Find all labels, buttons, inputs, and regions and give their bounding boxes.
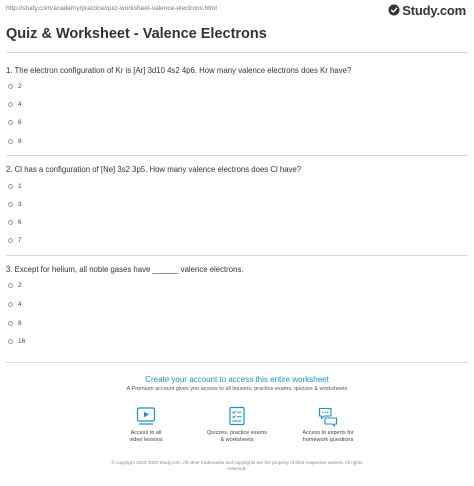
page-url[interactable]: http://study.com/academy/practice/quiz-worksheet-valence-electrons.html: [6, 5, 217, 12]
question-1-option-d[interactable]: [8, 138, 22, 145]
video-lesson-icon: [135, 405, 157, 427]
chat-expert-icon: [317, 405, 339, 427]
option-label: 7: [18, 237, 22, 244]
cta-divider: [6, 362, 468, 363]
feature-label-line2: homework questions: [302, 437, 354, 443]
question-2-text: 2. Cl has a configuration of [Ne] 3s2 3p5. How many valence electrons does Cl have?: [6, 165, 302, 174]
feature-label-line1: Access to all: [130, 430, 162, 436]
question-divider: [6, 255, 468, 256]
feature-experts: [283, 405, 373, 444]
option-label: 8: [18, 320, 22, 327]
question-1-text: 1. The electron configuration of Kr is [Ar] 3d10 4s2 4p6. How many valence electrons does Kr have?: [6, 66, 352, 75]
premium-description: A Premium account gives you access to all lessons, practice exams, quizzes & worksheets: [126, 386, 348, 392]
question-divider: [6, 155, 468, 156]
radio-button-icon[interactable]: [8, 139, 13, 144]
feature-quizzes: [192, 405, 282, 444]
study-logo[interactable]: [388, 3, 466, 17]
option-label: 16: [18, 338, 26, 345]
feature-label-line2: video lessons: [129, 437, 163, 443]
study-logo-icon: [388, 4, 400, 16]
question-3-option-c[interactable]: [8, 320, 22, 327]
option-label: 4: [18, 101, 22, 108]
radio-button-icon[interactable]: [8, 339, 13, 344]
option-label: 4: [18, 301, 22, 308]
option-label: 1: [18, 183, 22, 190]
radio-button-icon[interactable]: [8, 302, 13, 307]
question-1-option-c[interactable]: [8, 119, 22, 126]
copyright-line2: reserved.: [227, 466, 247, 471]
radio-button-icon[interactable]: [8, 102, 13, 107]
question-2-option-a[interactable]: [8, 183, 22, 190]
page-title: Quiz & Worksheet - Valence Electrons: [6, 26, 267, 42]
question-3-text: 3. Except for helium, all noble gases have ______ valence electrons.: [6, 265, 244, 274]
radio-button-icon[interactable]: [8, 202, 13, 207]
top-bar: [0, 0, 474, 22]
study-logo-text: Study.com: [402, 2, 466, 18]
question-3-option-d[interactable]: [8, 338, 25, 345]
quiz-icon: [226, 405, 248, 427]
question-1-option-b[interactable]: [8, 101, 22, 108]
option-label: 6: [18, 119, 22, 126]
radio-button-icon[interactable]: [8, 283, 13, 288]
question-2-option-c[interactable]: [8, 219, 22, 226]
option-label: 2: [18, 83, 22, 90]
feature-label-line2: & worksheets: [220, 437, 254, 443]
copyright-line1: © copyright 2003-2020 Study.com. All other trademarks and copyrights are the property of their respective owners. All rights: [111, 460, 363, 465]
option-label: 6: [18, 219, 22, 226]
question-2-option-d[interactable]: [8, 237, 22, 244]
radio-button-icon[interactable]: [8, 238, 13, 243]
radio-button-icon[interactable]: [8, 84, 13, 89]
radio-button-icon[interactable]: [8, 184, 13, 189]
title-divider: [6, 52, 468, 53]
question-3-option-a[interactable]: [8, 282, 22, 289]
question-2-option-b[interactable]: [8, 201, 22, 208]
feature-video-lessons: [101, 405, 191, 444]
question-3-option-b[interactable]: [8, 301, 22, 308]
create-account-link[interactable]: Create your account to access this entire worksheet: [145, 375, 329, 384]
option-label: 2: [18, 282, 22, 289]
feature-label-line1: Quizzes, practice exams: [207, 430, 267, 436]
question-1-option-a[interactable]: [8, 83, 22, 90]
radio-button-icon[interactable]: [8, 120, 13, 125]
copyright-notice: [60, 460, 414, 472]
option-label: 3: [18, 201, 22, 208]
radio-button-icon[interactable]: [8, 321, 13, 326]
radio-button-icon[interactable]: [8, 220, 13, 225]
option-label: 8: [18, 138, 22, 145]
feature-label-line1: Access to experts for: [302, 430, 354, 436]
